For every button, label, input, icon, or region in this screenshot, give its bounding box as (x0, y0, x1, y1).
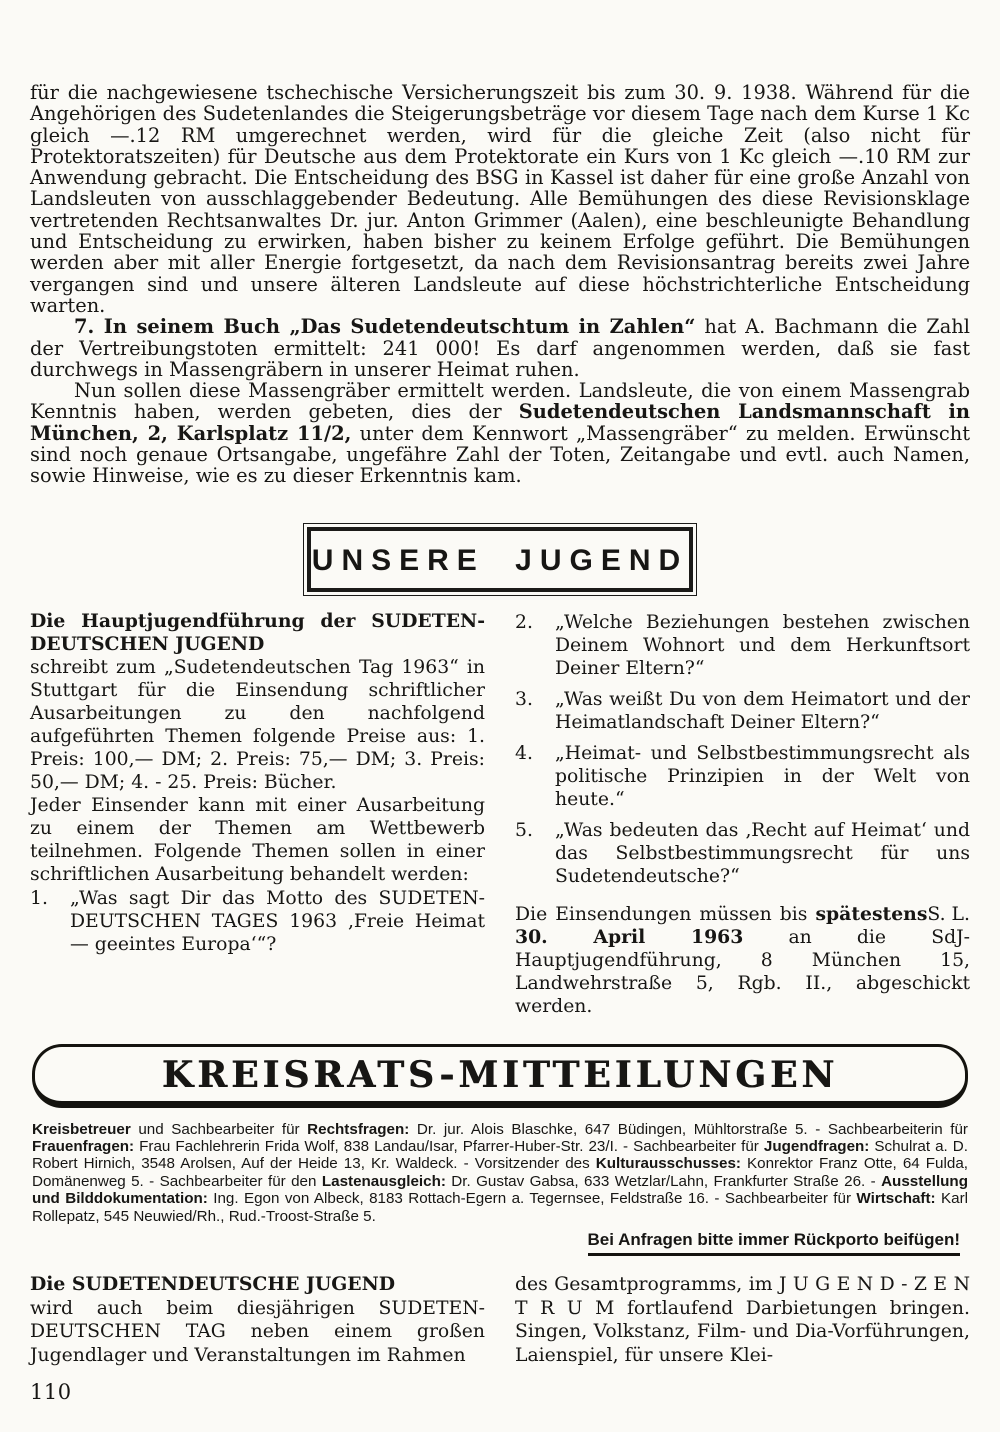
jugend-left-column (30, 610, 485, 1018)
kreisrats-box (32, 1044, 968, 1108)
article-paragraph: 7. In seinem Buch „Das Sudetendeutschtum in Zahlen“ hat A. Bachmann die Zahl der Vertreibungstoten ermittelt: 241 000! Es darf angenommen werden, daß sie fast durchwegs in Massengräbern in unserer Heimat ruhen. (30, 315, 970, 381)
jugend-paragraph: Jeder Einsender kann mit einer Ausarbeitung zu einem der Themen am Wettbewerb teilnehmen. Folgende Themen sollen in einer schriftlichen Ausarbeitung behandelt werden: (30, 794, 485, 885)
bottom-left-column (30, 1273, 485, 1367)
article-paragraph: Nun sollen diese Massengräber ermittelt werden. Landsleute, die von einem Massengrab Kenntnis haben, werden gebeten, dies der Sudetendeutschen Landsmannschaft in München, 2, Karlsplatz 11/2, unter dem Kennwort „Massengräber“ zu melden. Erwünscht sind noch genaue Ortsangabe, ungefähre Zahl der Toten, Zeitangabe und evtl. auch Namen, sowie Hinweise, wie es zu dieser Erkenntnis kam. (30, 379, 970, 488)
item-text: „Heimat- und Selbstbestimmungsrecht als politische Prinzipien in der Welt von heute.“ (555, 742, 970, 810)
bottom-section (30, 1273, 970, 1367)
unsere-jugend-box (307, 527, 693, 592)
notice-row (30, 1230, 960, 1256)
unsere-jugend-title: UNSERE JUGEND (311, 543, 689, 577)
theme-list-item (515, 742, 970, 811)
kreisrat-contacts: Kreisbetreuer und Sachbearbeiter für Rechtsfragen: Dr. jur. Alois Blaschke, 647 Büdingen, Mühltorstraße 5. - Sachbearbeiterin für Frauenfragen: Frau Fachlehrerin Frida Wolf, 838 Landau/Isar, Pfarrer-Huber-Str. 23/I. - Sachbearbeiter für Jugendfragen: Schulrat a. D. Robert Hirnich, 3548 Arolsen, Auf der Heide 13, Kr. Waldeck. - Vorsitzender des Kulturausschusses: Konrektor Franz Otte, 64 Fulda, Domänenweg 5. - Sachbearbeiter für den Lastenausgleich: Dr. Gustav Gabsa, 633 Wetzlar/Lahn, Frankfurter Straße 26. - Ausstellung und Bilddokumentation: Ing. Egon von Albeck, 8183 Rottach-Egern a. Tegernsee, Feldstraße 16. - Sachbearbeiter für Wirtschaft: Karl Rollepatz, 545 Neuwied/Rh., Rud.-Troost-Straße 5. (32, 1120, 969, 1225)
jugend-right-column (515, 610, 970, 1018)
item-text: „Was bedeuten das ‚Recht auf Heimat‘ und das Selbstbestimmungsrecht für uns Sudetendeutsche?“ (555, 819, 970, 887)
jugend-paragraph: schreibt zum „Sudetendeutschen Tag 1963“ in Stuttgart für die Einsendung schriftlicher Ausarbeitungen zu den nachfolgend aufgeführten Themen folgende Preise aus: 1. Preis: 100,— DM; 2. Preis: 75,— DM; 3. Preis: 50,— DM; 4. - 25. Preis: Bücher. (30, 656, 485, 793)
theme-list-item (515, 611, 970, 680)
top-article (30, 82, 970, 487)
theme-list-item (30, 887, 485, 956)
item-number: 2. (515, 611, 533, 633)
item-number: 1. (30, 887, 48, 909)
item-text: „Welche Beziehungen bestehen zwischen Deinem Wohnort und dem Herkunftsort Deiner Eltern?“ (555, 611, 970, 679)
item-number: 3. (515, 688, 533, 710)
bottom-right-column (515, 1273, 970, 1367)
signature: S. L. (927, 903, 970, 925)
bottom-paragraph: wird auch beim diesjährigen SUDETEN-DEUTSCHEN TAG neben einem großen Jugendlager und Veranstaltungen im Rahmen (30, 1297, 485, 1366)
closing-paragraph (515, 903, 970, 1018)
kreisrats-title: KREISRATS-MITTEILUNGEN (161, 1053, 839, 1096)
bottom-paragraph: des Gesamtprogramms, im J U G E N D - Z E N T R U M fortlaufend Darbietungen bringen. Singen, Volkstanz, Film- und Dia-Vorführungen, Laienspiel, für unsere Klei- (515, 1274, 970, 1366)
jugend-heading: Die Hauptjugendführung der SUDETEN-DEUTSCHEN JUGEND (30, 609, 485, 655)
closing-text: Die Einsendungen müssen bis spätestens 30. April 1963 an die SdJ-Hauptjugendführung, 8 München 15, Landwehrstraße 5, Rgb. II., abgeschickt werden. (515, 902, 970, 1017)
bottom-heading: Die SUDETENDEUTSCHE JUGEND (30, 1273, 396, 1296)
item-number: 5. (515, 819, 533, 841)
page-number: 110 (30, 1380, 72, 1405)
article-paragraph: für die nachgewiesene tschechische Versicherungszeit bis zum 30. 9. 1938. Während für die Angehörigen des Sudetenlandes die Steigerungsbeträge vor diesem Tage nach dem Kurse 1 Kc gleich —.12 RM umgerechnet werden, wird für die gleiche Zeit (also nicht für Protektoratszeiten) für Deutsche aus dem Protektorate ein Kurs von 1 Kc gleich —.10 RM zur Anwendung gebracht. Die Entscheidung des BSG in Kassel ist daher für eine große Anzahl von Landsleuten von ausschlaggebender Bedeutung. Alle Bemühungen des diese Revisionsklage vertretenden Rechtsanwaltes Dr. jur. Anton Grimmer (Aalen), eine beschleunigte Behandlung und Entscheidung zu erwirken, haben bisher zu keinem Erfolge geführt. Die Bemühungen werden aber mit aller Energie fortgesetzt, da nach dem Revisionsantrag bereits zwei Jahre vergangen sind und unsere älteren Landsleute auf diese höchstrichterliche Entscheidung warten. (30, 81, 970, 317)
rueckporto-notice: Bei Anfragen bitte immer Rückporto beifügen! (588, 1230, 960, 1256)
theme-list-item (515, 688, 970, 734)
item-number: 4. (515, 742, 533, 764)
jugend-section (30, 610, 970, 1018)
item-text: „Was weißt Du von dem Heimatort und der Heimatlandschaft Deiner Eltern?“ (555, 688, 970, 733)
theme-list-item (515, 819, 970, 888)
item-text: „Was sagt Dir das Motto des SUDETEN-DEUTSCHEN TAGES 1963 ‚Freie Heimat — geeintes Europa‘“? (70, 887, 485, 955)
